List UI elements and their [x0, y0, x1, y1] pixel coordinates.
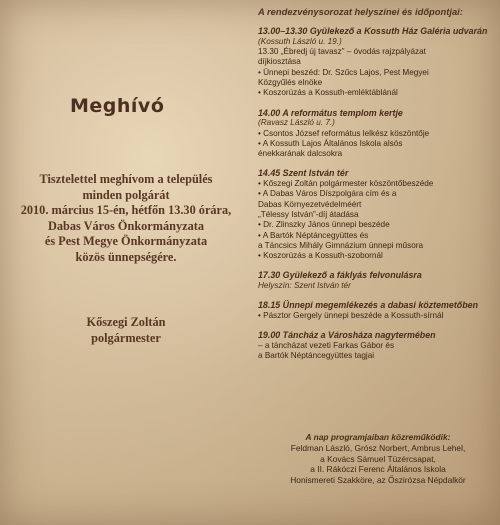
schedule-event: [258, 270, 498, 291]
schedule-event: [258, 108, 498, 160]
event-item: – a táncházat vezeti Farkas Gábor és: [258, 340, 395, 350]
event-title: 14.45 Szent István tér: [258, 168, 349, 179]
event-item: • A Dabas Város Díszpolgára cím és a: [258, 189, 397, 199]
event-location: (Ravasz László u. 7.): [258, 118, 335, 128]
event-item: Közgyűlés elnöke: [258, 78, 323, 88]
event-item: Dabas Környezetvédelméért: [258, 199, 362, 209]
schedule-event: [258, 26, 498, 98]
event-title: 17.30 Gyülekező a fáklyás felvonulásra: [258, 270, 422, 281]
schedule-event: [258, 168, 498, 261]
event-location: (Kossuth László u. 19.): [258, 36, 342, 46]
schedule-header: A rendezvénysorozat helyszínei és időpontjai:: [258, 6, 463, 17]
event-item: • Koszorúzás a Kossuth-szobornál: [258, 251, 383, 261]
signer-name: Kőszegi Zoltán: [86, 315, 166, 329]
event-title: 14.00 A református templom kertje: [258, 107, 403, 118]
credits-line: a II. Rákóczi Ferenc Általános Iskola: [310, 464, 446, 475]
invitation-line: és Pest Megye Önkormányzata: [44, 234, 208, 249]
credits-line: Feldman László, Grósz Norbert, Ambrus Lehel,: [290, 442, 466, 453]
event-item: díjkiosztása: [258, 57, 301, 67]
credits-title: A nap programjaiban közreműködik:: [305, 432, 451, 442]
event-item: • Dr. Zlinszky János ünnepi beszéde: [258, 220, 390, 230]
event-item: • Csontos József református lelkész köszöntője: [258, 128, 430, 138]
event-item: • Koszorúzás a Kossuth-emléktáblánál: [258, 88, 398, 98]
program-schedule: [258, 4, 498, 486]
event-item: • Ünnepi beszéd: Dr. Szűcs Lajos, Pest Megyei: [258, 67, 429, 77]
invitation-text: [0, 172, 252, 266]
event-title: 13.00–13.30 Gyülekező a Kossuth Ház Galéria udvarán: [258, 26, 488, 37]
event-location: Helyszín: Szent István tér: [258, 281, 351, 291]
page-title: Meghívó: [70, 95, 165, 117]
invitation-line: minden polgárát: [82, 187, 170, 202]
invitation-line: 2010. március 15-én, hétfőn 13.30 órára,: [20, 203, 232, 218]
invitation-line: Tisztelettel meghívom a település: [39, 172, 213, 186]
event-title: 18.15 Ünnepi megemlékezés a dabasi köztemetőben: [258, 300, 478, 311]
event-item: • Kőszegi Zoltán polgármester köszöntőbeszéde: [258, 179, 434, 189]
invitation-line: Dabas Város Önkormányzata: [47, 218, 204, 233]
event-title: 19.00 Táncház a Városháza nagytermében: [258, 330, 436, 341]
credits-line: a Kovács Sámuel Tüzércsapat,: [320, 453, 436, 464]
event-item: a Táncsics Mihály Gimnázium ünnepi műsora: [258, 240, 424, 250]
schedule-event: [258, 330, 498, 361]
event-item: • A Bartók Néptáncegyüttes és: [258, 230, 369, 240]
event-item: • A Kossuth Lajos Általános Iskola alsós: [258, 138, 403, 148]
event-item: 13.30 „Ébredj új tavasz” – óvodás rajzpályázat: [258, 47, 426, 57]
event-item: • Pásztor Gergely ünnepi beszéde a Kossuth-sírnál: [258, 310, 444, 320]
signature-block: [0, 314, 252, 346]
credits-line: Honismereti Szakköre, az Őszirózsa Népdalkör: [290, 475, 466, 486]
signer-title: polgármester: [91, 331, 161, 345]
event-item: „Télessy István”-díj átadása: [258, 209, 359, 219]
invitation-line: közös ünnepségére.: [75, 249, 177, 264]
schedule-event: [258, 300, 498, 321]
event-item: a Bartók Néptáncegyüttes tagjai: [258, 351, 375, 361]
event-item: énekkarának dalcsokra: [258, 149, 343, 159]
credits-block: [258, 432, 498, 486]
